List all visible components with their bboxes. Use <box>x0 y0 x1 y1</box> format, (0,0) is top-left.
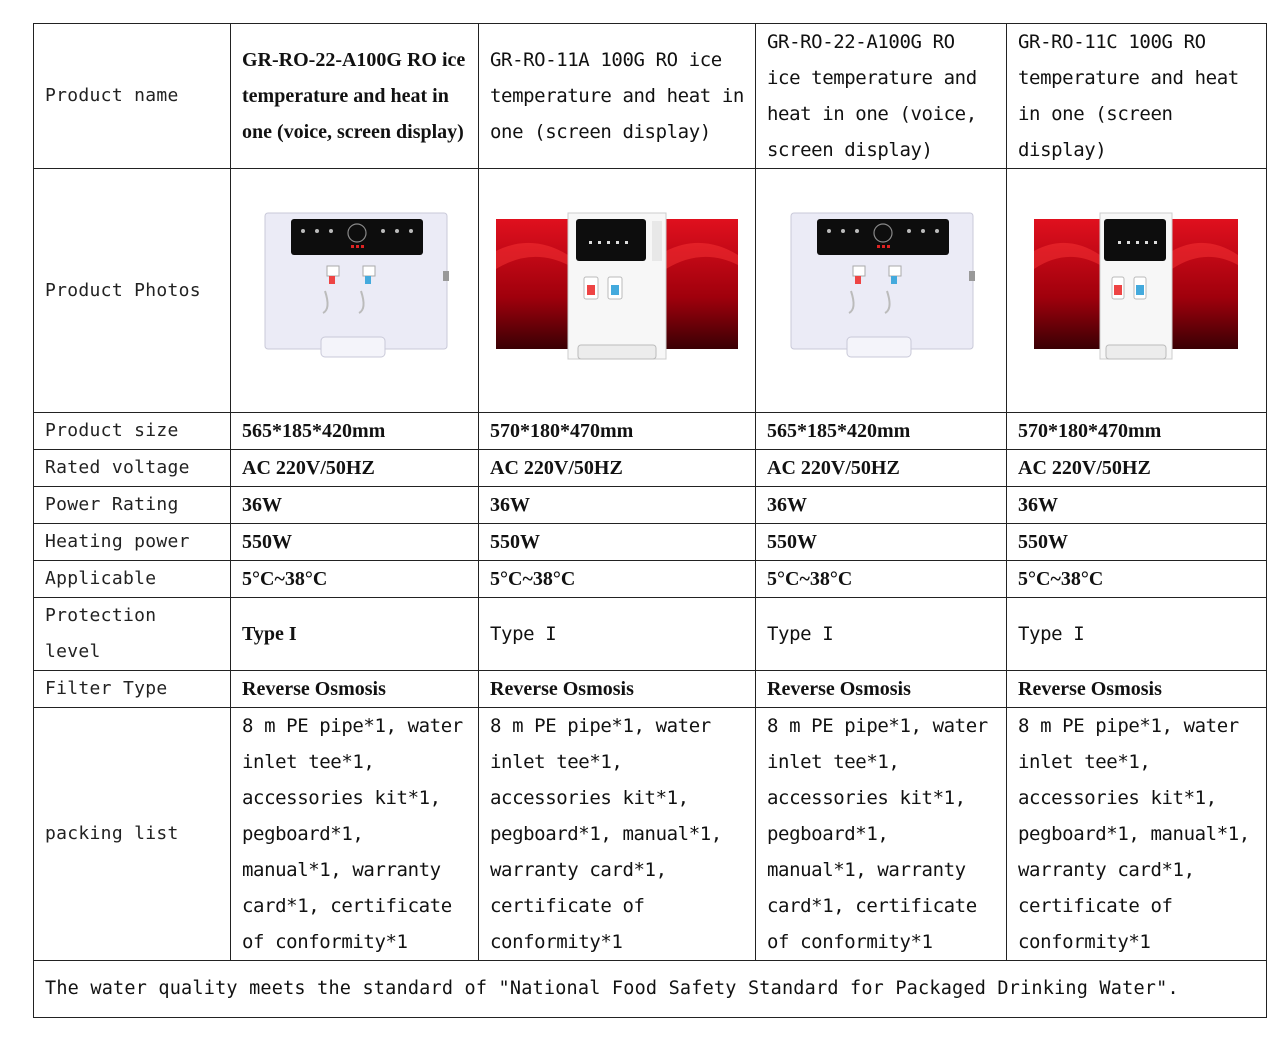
row-product-size <box>34 413 1267 450</box>
packing-1: 8 m PE pipe*1, water inlet tee*1, accessories kit*1, pegboard*1, manual*1, warranty card*1, certificate of conformity*1 <box>231 708 479 961</box>
label-packing-list: packing list <box>34 708 231 961</box>
protection-3: Type I <box>756 598 1007 671</box>
size-4: 570*180*470mm <box>1007 413 1267 450</box>
heating-3: 550W <box>756 524 1007 561</box>
row-filter-type <box>34 671 1267 708</box>
filter-3: Reverse Osmosis <box>756 671 1007 708</box>
voltage-3: AC 220V/50HZ <box>756 450 1007 487</box>
label-product-size: Product size <box>34 413 231 450</box>
row-power-rating <box>34 487 1267 524</box>
row-product-name <box>34 24 1267 169</box>
packing-4: 8 m PE pipe*1, water inlet tee*1, accessories kit*1, pegboard*1, manual*1, warranty card*1, certificate of conformity*1 <box>1007 708 1267 961</box>
label-heating-power: Heating power <box>34 524 231 561</box>
label-product-name: Product name <box>34 24 231 169</box>
filter-1: Reverse Osmosis <box>231 671 479 708</box>
power-4: 36W <box>1007 487 1267 524</box>
product-name-2: GR-RO-11A 100G RO ice temperature and heat in one (screen display) <box>479 24 756 169</box>
product-name-1: GR-RO-22-A100G RO ice temperature and heat in one (voice, screen display) <box>231 24 479 169</box>
row-packing-list <box>34 708 1267 961</box>
heating-2: 550W <box>479 524 756 561</box>
packing-2: 8 m PE pipe*1, water inlet tee*1, accessories kit*1, pegboard*1, manual*1, warranty card*1, certificate of conformity*1 <box>479 708 756 961</box>
protection-2: Type I <box>479 598 756 671</box>
row-rated-voltage <box>34 450 1267 487</box>
voltage-2: AC 220V/50HZ <box>479 450 756 487</box>
size-2: 570*180*470mm <box>479 413 756 450</box>
label-filter-type: Filter Type <box>34 671 231 708</box>
label-applicable: Applicable <box>34 561 231 598</box>
spec-table <box>33 23 1267 1018</box>
product-name-4: GR-RO-11C 100G RO temperature and heat in one (screen display) <box>1007 24 1267 169</box>
product-photo-1 <box>231 169 479 413</box>
protection-1: Type I <box>231 598 479 671</box>
row-heating-power <box>34 524 1267 561</box>
applicable-3: 5°C~38°C <box>756 561 1007 598</box>
heating-1: 550W <box>231 524 479 561</box>
packing-3: 8 m PE pipe*1, water inlet tee*1, accessories kit*1, pegboard*1, manual*1, warranty card*1, certificate of conformity*1 <box>756 708 1007 961</box>
power-3: 36W <box>756 487 1007 524</box>
red-dispenser-icon <box>1032 211 1242 371</box>
row-product-photos <box>34 169 1267 413</box>
size-3: 565*185*420mm <box>756 413 1007 450</box>
protection-4: Type I <box>1007 598 1267 671</box>
power-1: 36W <box>231 487 479 524</box>
product-photo-2 <box>479 169 756 413</box>
red-dispenser-icon <box>494 211 740 371</box>
spec-table-container <box>33 23 1266 1018</box>
row-protection-level <box>34 598 1267 671</box>
filter-4: Reverse Osmosis <box>1007 671 1267 708</box>
label-protection-level: Protection level <box>34 598 231 671</box>
size-1: 565*185*420mm <box>231 413 479 450</box>
white-dispenser-icon <box>255 211 455 371</box>
label-rated-voltage: Rated voltage <box>34 450 231 487</box>
row-footer <box>34 961 1267 1018</box>
applicable-1: 5°C~38°C <box>231 561 479 598</box>
voltage-4: AC 220V/50HZ <box>1007 450 1267 487</box>
applicable-2: 5°C~38°C <box>479 561 756 598</box>
white-dispenser-icon <box>781 211 981 371</box>
applicable-4: 5°C~38°C <box>1007 561 1267 598</box>
label-product-photos: Product Photos <box>34 169 231 413</box>
product-photo-3 <box>756 169 1007 413</box>
voltage-1: AC 220V/50HZ <box>231 450 479 487</box>
footer-note: The water quality meets the standard of "National Food Safety Standard for Packaged Drinking Water". <box>34 961 1267 1018</box>
heating-4: 550W <box>1007 524 1267 561</box>
filter-2: Reverse Osmosis <box>479 671 756 708</box>
product-name-3: GR-RO-22-A100G RO ice temperature and heat in one (voice, screen display) <box>756 24 1007 169</box>
label-power-rating: Power Rating <box>34 487 231 524</box>
power-2: 36W <box>479 487 756 524</box>
row-applicable <box>34 561 1267 598</box>
product-photo-4 <box>1007 169 1267 413</box>
